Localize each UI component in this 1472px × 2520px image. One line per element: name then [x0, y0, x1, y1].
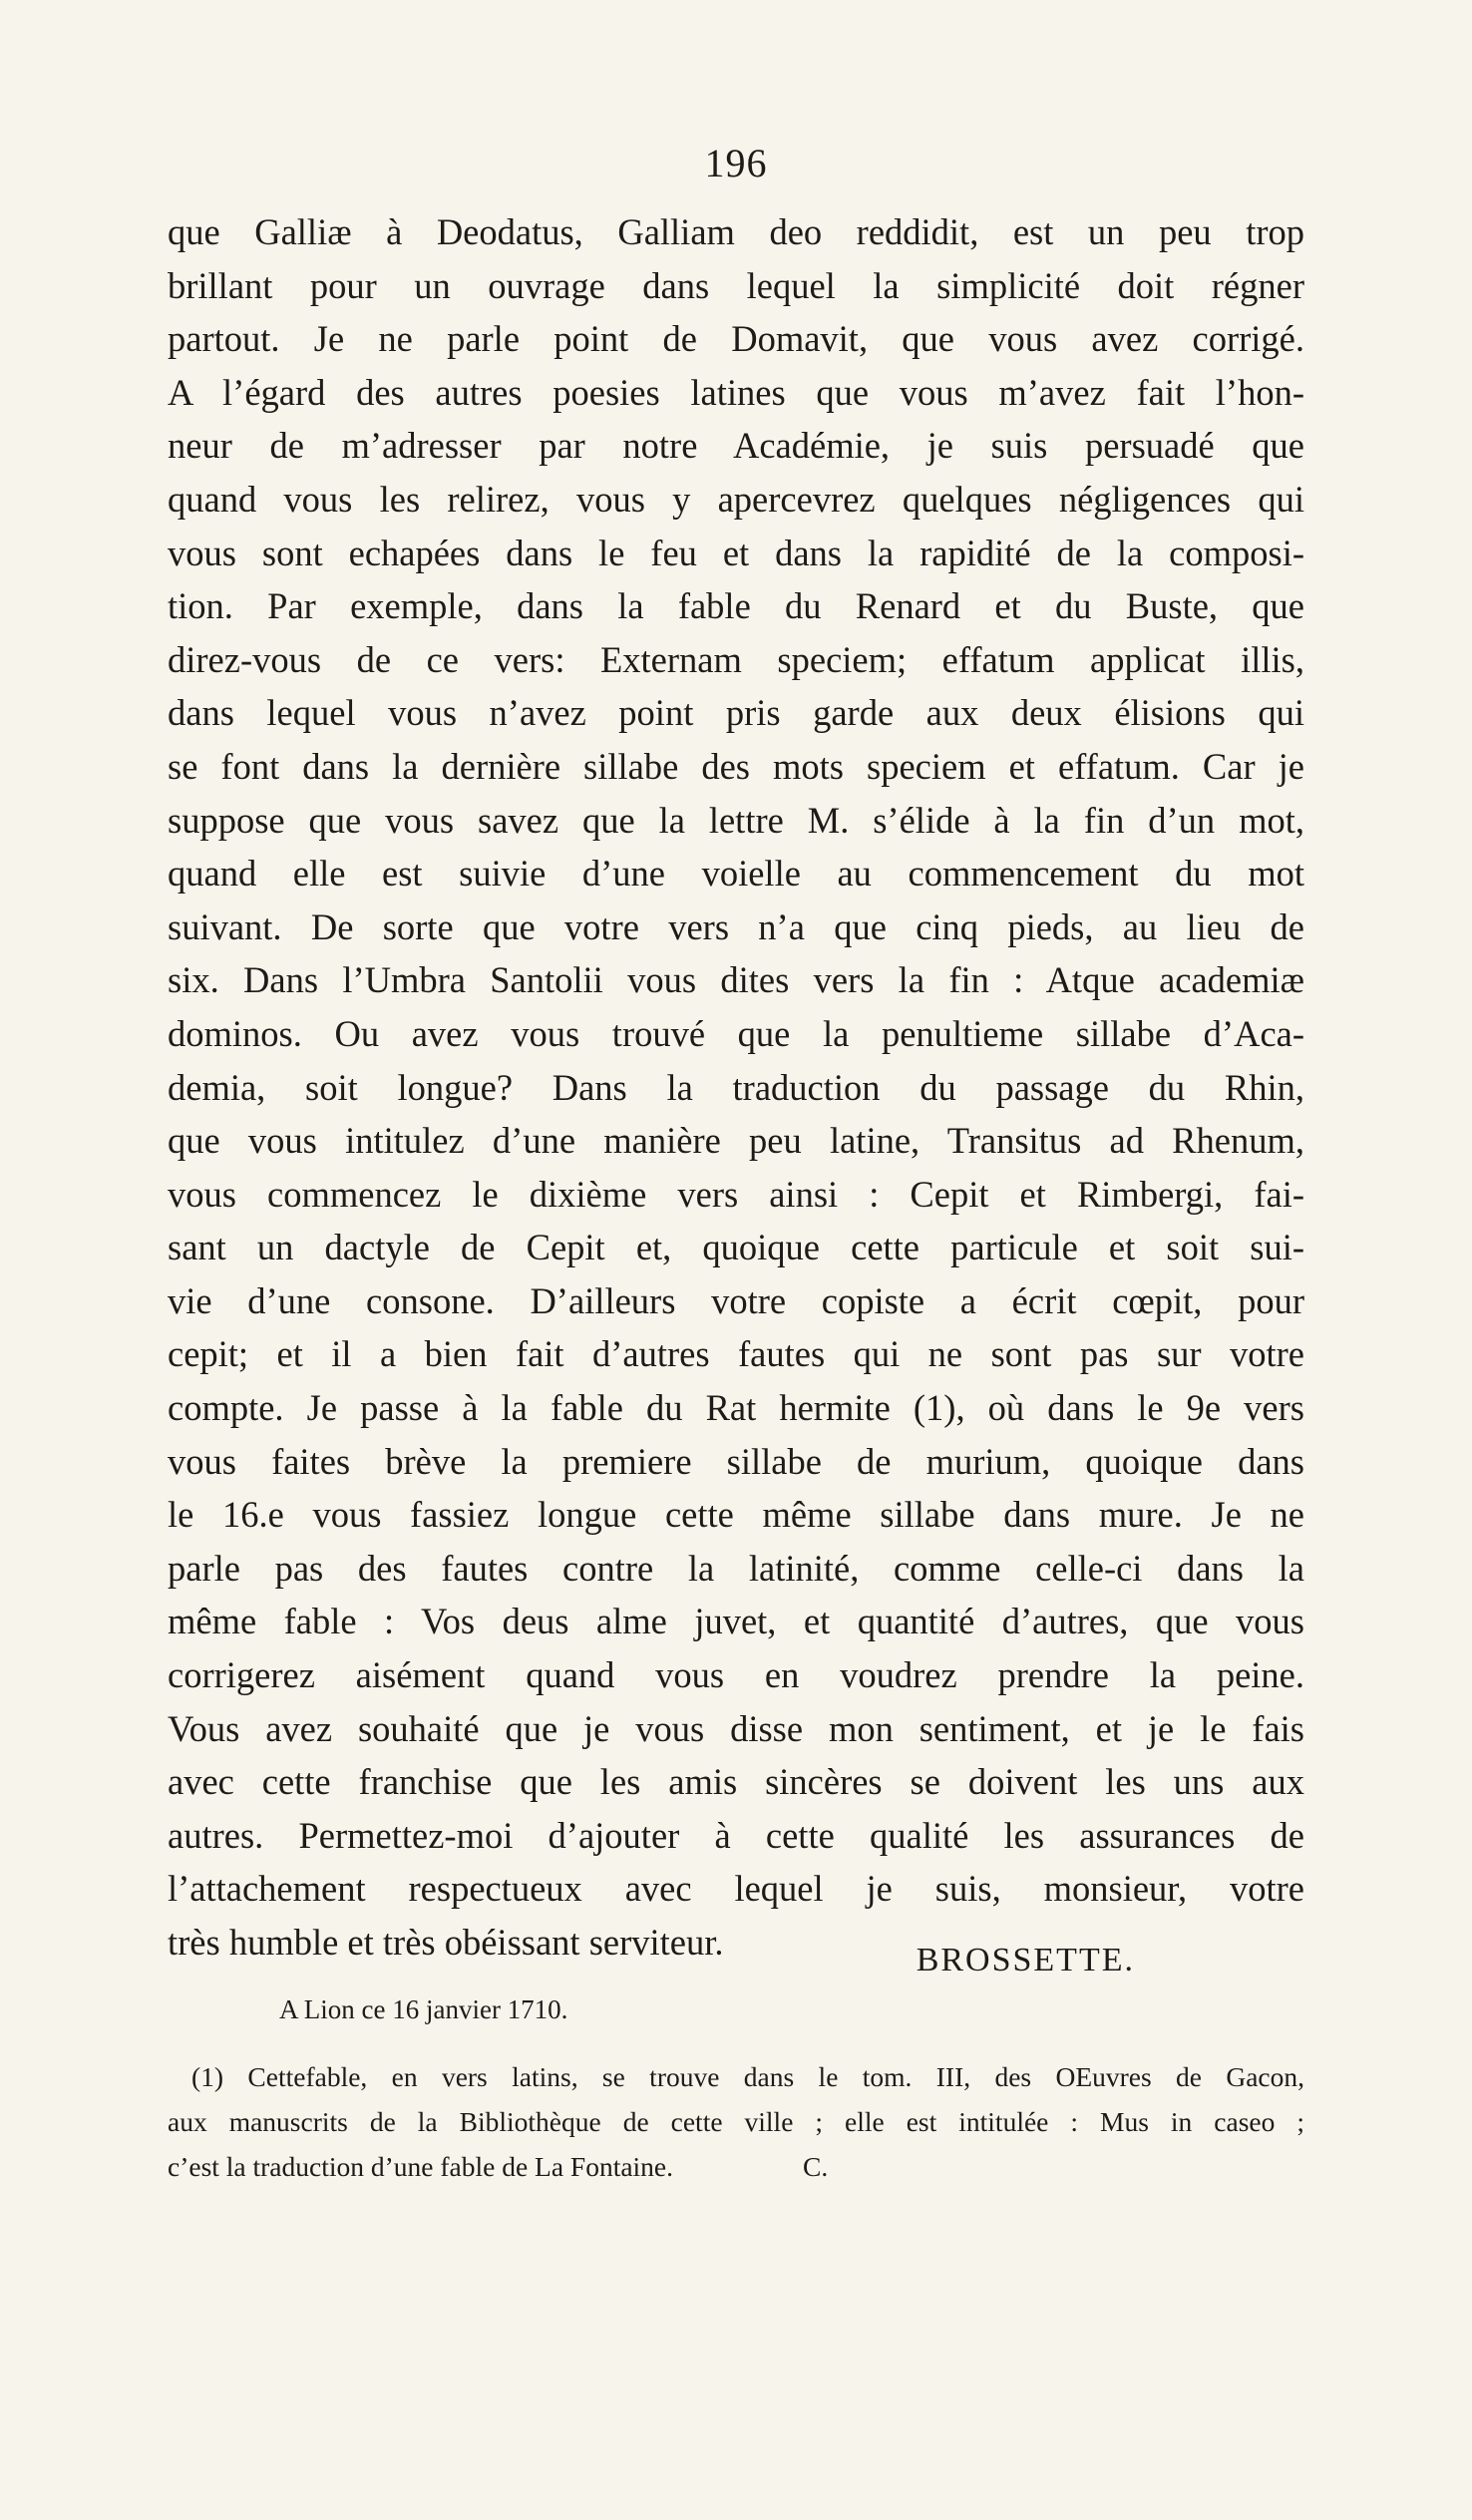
page-number: 196 — [704, 141, 768, 185]
body-line: suivant. De sorte que votre vers n’a que cinq pieds, au lieu de — [168, 905, 1304, 947]
body-line: neur de m’adresser par notre Académie, je suis persuadé que — [168, 425, 1304, 467]
body-line: que Galliæ à Deodatus, Galliam deo reddidit, est un peu trop — [168, 211, 1304, 252]
body-line: sant un dactyle de Cepit et, quoique cette particule et soit sui- — [168, 1227, 1304, 1268]
body-line: A l’égard des autres poesies latines que vous m’avez fait l’hon- — [168, 371, 1304, 413]
body-line: corrigerez aisément quand vous en voudrez prendre la peine. — [168, 1654, 1304, 1696]
body-line: cepit; et il a bien fait d’autres fautes qui ne sont pas sur votre — [168, 1333, 1304, 1375]
signature: BROSSETTE. — [916, 1942, 1135, 1979]
body-line: demia, soit longue? Dans la traduction du passage du Rhin, — [168, 1066, 1304, 1108]
footnote-line: aux manuscrits de la Bibliothèque de cette ville ; elle est intitulée : Mus in caseo ; — [168, 2106, 1304, 2137]
body-line: l’attachement respectueux avec lequel je suis, monsieur, votre — [168, 1868, 1304, 1910]
footnote — [168, 2054, 1304, 2189]
footnote-line — [168, 2144, 1304, 2189]
body-line: six. Dans l’Umbra Santolii vous dites vers la fin : Atque academiæ — [168, 959, 1304, 1001]
footnote-line-text: c’est la traduction d’une fable de La Fontaine. — [168, 2151, 674, 2182]
body-line: suppose que vous savez que la lettre M. s’élide à la fin d’un mot, — [168, 799, 1304, 841]
body-line: vous sont echapées dans le feu et dans la rapidité de la composi- — [168, 532, 1304, 573]
body-line: Vous avez souhaité que je vous disse mon sentiment, et je le fais — [168, 1707, 1304, 1749]
body-line: vous faites brève la premiere sillabe de murium, quoique dans — [168, 1440, 1304, 1482]
body-line: quand elle est suivie d’une voielle au commencement du mot — [168, 853, 1304, 895]
body-line: vie d’une consone. D’ailleurs votre copiste a écrit cœpit, pour — [168, 1279, 1304, 1321]
body-line: partout. Je ne parle point de Domavit, que vous avez corrigé. — [168, 318, 1304, 360]
body-line: direz-vous de ce vers: Externam speciem; effatum applicat illis, — [168, 638, 1304, 680]
body-line: autres. Permettez-moi d’ajouter à cette qualité les assurances de — [168, 1814, 1304, 1856]
body-line: dominos. Ou avez vous trouvé que la penultieme sillabe d’Aca- — [168, 1012, 1304, 1054]
dateline: A Lion ce 16 janvier 1710. — [279, 1994, 568, 2024]
body-line: que vous intitulez d’une manière peu latine, Transitus ad Rhenum, — [168, 1120, 1304, 1162]
body-line: quand vous les relirez, vous y apercevrez quelques négligences qui — [168, 478, 1304, 520]
body-line: parle pas des fautes contre la latinité, comme celle-ci dans la — [168, 1547, 1304, 1589]
body-line: tion. Par exemple, dans la fable du Renard et du Buste, que — [168, 585, 1304, 627]
body-line: même fable : Vos deus alme juvet, et quantité d’autres, que vous — [168, 1601, 1304, 1642]
body-line: très humble et très obéissant serviteur. — [168, 1922, 724, 1963]
body-line: vous commencez le dixième vers ainsi : Cepit et Rimbergi, fai- — [168, 1173, 1304, 1215]
footnote-signature: C. — [803, 2151, 829, 2182]
body-line: avec cette franchise que les amis sincères se doivent les uns aux — [168, 1761, 1304, 1803]
body-line: compte. Je passe à la fable du Rat hermite (1), où dans le 9e vers — [168, 1387, 1304, 1429]
letter-body — [168, 205, 1304, 1970]
footnote-line: (1) Cettefable, en vers latins, se trouve dans le tom. III, des OEuvres de Gacon, — [191, 2061, 1304, 2092]
body-line: le 16.e vous fassiez longue cette même sillabe dans mure. Je ne — [168, 1494, 1304, 1536]
body-line: brillant pour un ouvrage dans lequel la simplicité doit régner — [168, 264, 1304, 306]
body-line: se font dans la dernière sillabe des mots speciem et effatum. Car je — [168, 745, 1304, 787]
body-line: dans lequel vous n’avez point pris garde aux deux élisions qui — [168, 692, 1304, 734]
